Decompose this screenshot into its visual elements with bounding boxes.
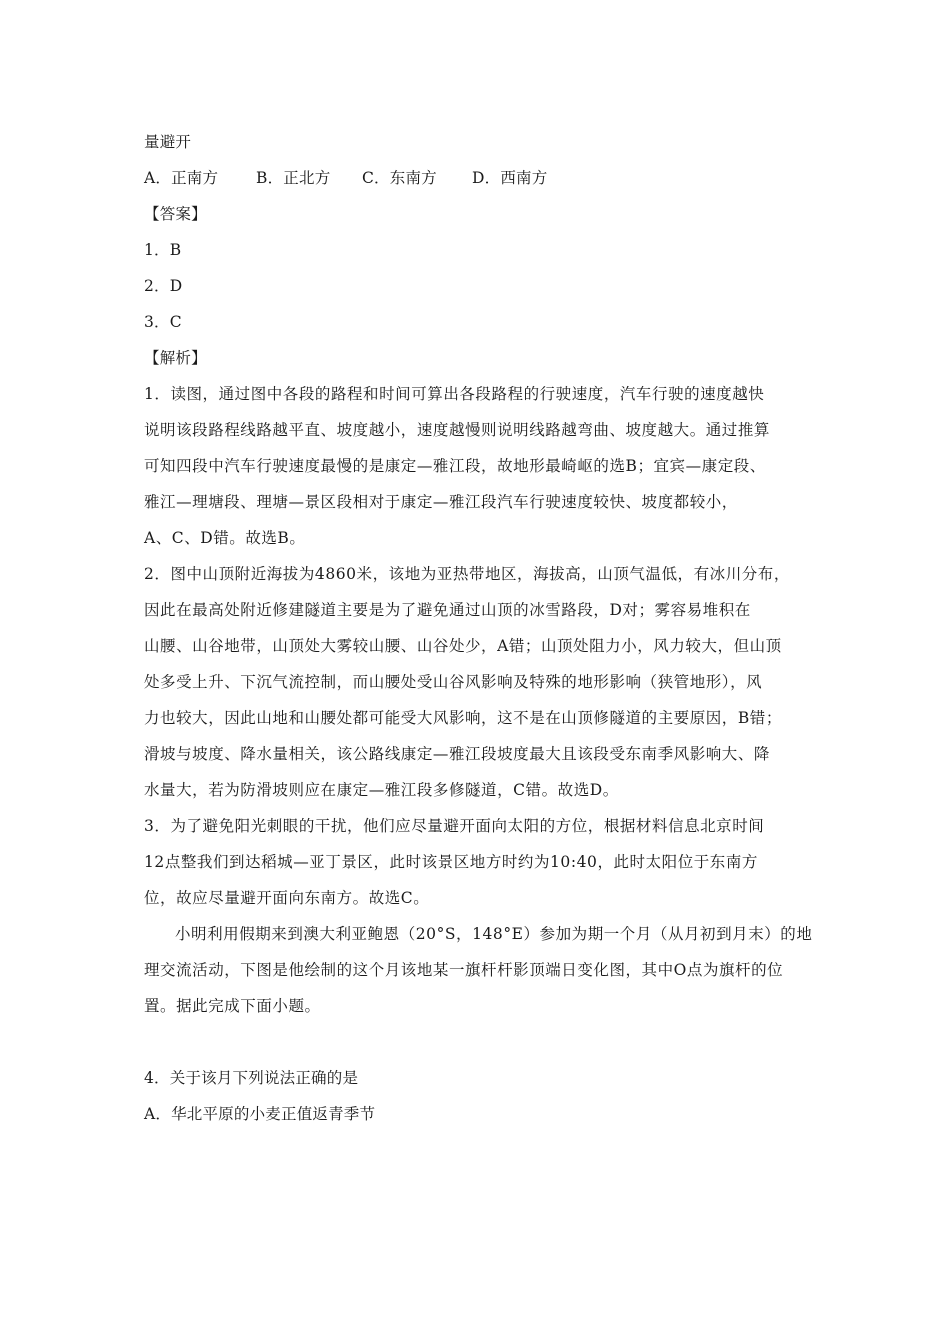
answer-header: 【答案】: [144, 205, 207, 223]
explanation-line: 雅江—理塘段、理塘—景区段相对于康定—雅江段汽车行驶速度较快、坡度都较小，: [144, 493, 738, 511]
question-4-stem: 4．关于该月下列说法正确的是: [144, 1069, 359, 1087]
explanation-line: 2．图中山顶附近海拔为4860米，该地为亚热带地区，海拔高，山顶气温低，有冰川分布，: [144, 565, 790, 583]
explanation-line: 山腰、山谷地带，山顶处大雾较山腰、山谷处少，A错；山顶处阻力小，风力较大，但山顶: [144, 637, 782, 655]
option-d: D．西南方: [472, 169, 548, 187]
explanation-line: 力也较大，因此山地和山腰处都可能受大风影响，这不是在山顶修隧道的主要原因，B错；: [144, 709, 782, 727]
answer-1: 1．B: [144, 241, 182, 259]
explanation-line: 位，故应尽量避开面向东南方。故选C。: [144, 889, 430, 907]
explanation-line: 因此在最高处附近修建隧道主要是为了避免通过山顶的冰雪路段，D对；雾容易堆积在: [144, 601, 751, 619]
blank-space: [144, 1024, 812, 1060]
explanation-line: 说明该段路程线路越平直、坡度越小，速度越慢则说明线路越弯曲、坡度越大。通过推算: [144, 421, 770, 439]
passage-line: 理交流活动，下图是他绘制的这个月该地某一旗杆杆影顶端日变化图，其中O点为旗杆的位: [144, 961, 784, 979]
answer-3: 3．C: [144, 313, 182, 331]
question-3-options: [144, 160, 812, 196]
option-b: B．正北方: [256, 169, 331, 187]
explanation-line: 滑坡与坡度、降水量相关，该公路线康定—雅江段坡度最大且该段受东南季风影响大、降: [144, 745, 770, 763]
explanation-line: 处多受上升、下沉气流控制，而山腰处受山谷风影响及特殊的地形影响（狭管地形），风: [144, 673, 763, 691]
question-4-option-a: A．华北平原的小麦正值返青季节: [144, 1105, 376, 1123]
passage: [144, 916, 812, 1024]
explanation-line: 可知四段中汽车行驶速度最慢的是康定—雅江段，故地形最崎岖的选B；宜宾—康定段、: [144, 457, 766, 475]
explanation-3: [144, 808, 812, 916]
passage-line: 置。据此完成下面小题。: [144, 997, 321, 1015]
document-page: [144, 124, 812, 1132]
option-a: A．正南方: [144, 169, 219, 187]
continuation-text: 量避开: [144, 133, 192, 151]
answer-2: 2．D: [144, 277, 183, 295]
explanation-line: 1．读图，通过图中各段的路程和时间可算出各段路程的行驶速度，汽车行驶的速度越快: [144, 385, 765, 403]
analysis-header: 【解析】: [144, 349, 207, 367]
explanation-1: [144, 376, 812, 556]
explanation-line: 3．为了避免阳光刺眼的干扰，他们应尽量避开面向太阳的方位，根据材料信息北京时间: [144, 817, 765, 835]
explanation-line: 水量大，若为防滑坡则应在康定—雅江段多修隧道，C错。故选D。: [144, 781, 619, 799]
explanation-line: 12点整我们到达稻城—亚丁景区，此时该景区地方时约为10:40，此时太阳位于东南方: [144, 853, 758, 871]
explanation-2: [144, 556, 812, 808]
explanation-line: A、C、D错。故选B。: [144, 529, 306, 547]
option-c: C．东南方: [362, 169, 437, 187]
passage-line: 小明利用假期来到澳大利亚鲍恩（20°S，148°E）参加为期一个月（从月初到月末）的地: [175, 925, 813, 943]
